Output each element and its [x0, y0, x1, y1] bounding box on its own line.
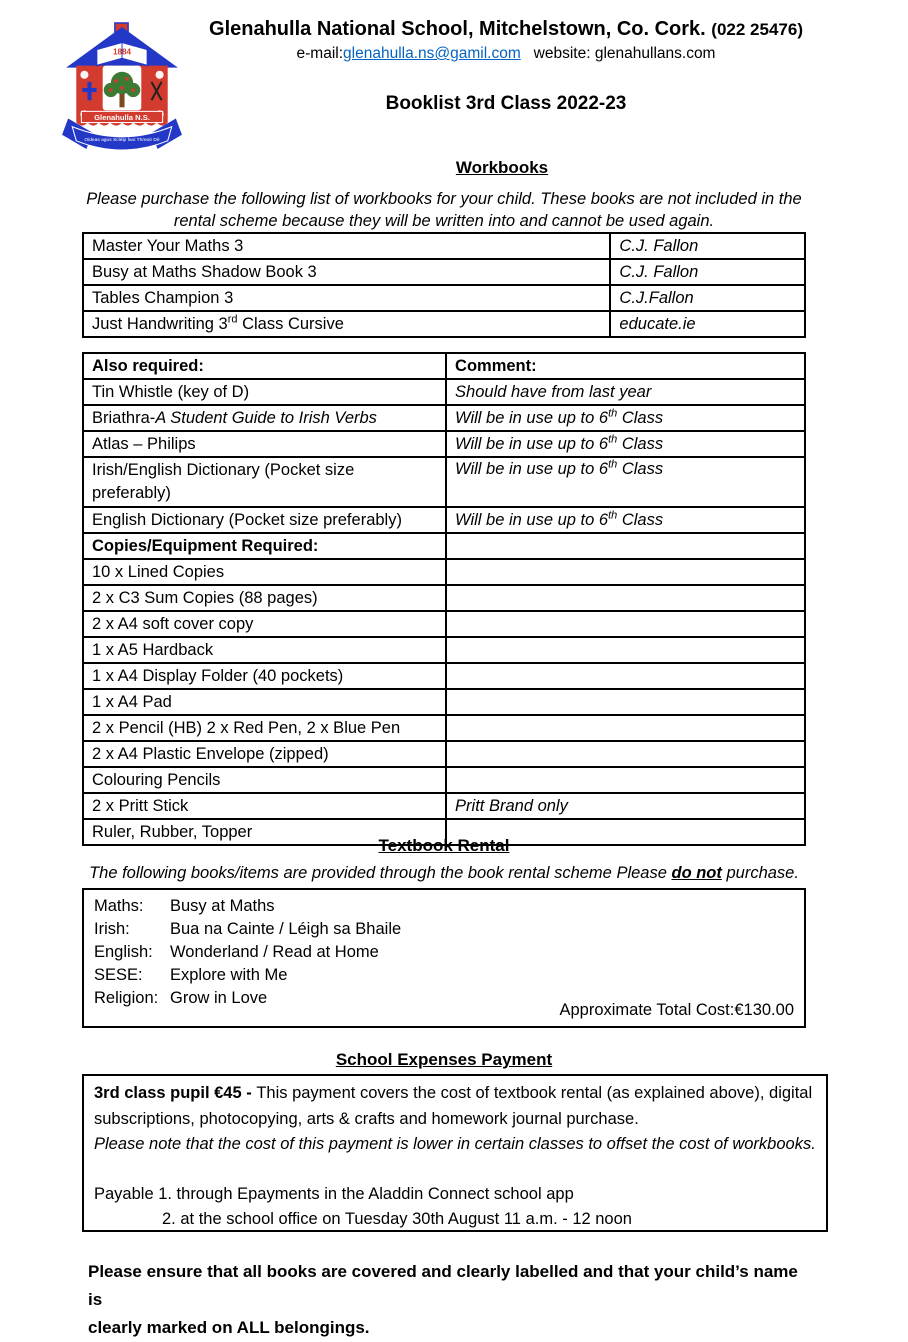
- item-cell: Tin Whistle (key of D): [83, 379, 446, 405]
- also-required-header: Also required:: [83, 353, 446, 379]
- item-cell: 1 x A4 Pad: [83, 689, 446, 715]
- rental-subject: Irish:: [94, 920, 130, 938]
- comment-cell: [446, 559, 805, 585]
- email-link[interactable]: glenahulla.ns@gamil.com: [343, 45, 521, 62]
- item-cell: Irish/English Dictionary (Pocket size preferably): [83, 457, 446, 507]
- publisher-cell: C.J. Fallon: [610, 259, 805, 285]
- school-name-line: [150, 16, 862, 43]
- workbooks-heading: Workbooks: [455, 158, 549, 177]
- item-cell: 2 x C3 Sum Copies (88 pages): [83, 585, 446, 611]
- comment-header: Comment:: [446, 353, 805, 379]
- contact-line: [150, 43, 862, 65]
- table-row: [83, 379, 805, 405]
- workbook-row: [83, 311, 805, 337]
- rental-item: [94, 941, 794, 964]
- table-row: [83, 767, 805, 793]
- item-cell: Briathra-A Student Guide to Irish Verbs: [83, 405, 446, 431]
- publisher-cell: C.J.Fallon: [610, 285, 805, 311]
- table-row: [83, 663, 805, 689]
- comment-cell: Will be in use up to 6th Class: [446, 457, 805, 507]
- booklist-title: Booklist 3rd Class 2022-23: [385, 93, 627, 114]
- table-row: [83, 793, 805, 819]
- table-row: [83, 431, 805, 457]
- table-row: [83, 715, 805, 741]
- rental-heading: Textbook Rental: [378, 836, 510, 855]
- workbooks-intro: [82, 188, 806, 232]
- comment-cell: [446, 663, 805, 689]
- comment-cell: [446, 585, 805, 611]
- workbooks-table: [82, 232, 806, 338]
- table-row: [83, 533, 805, 559]
- publisher-cell: educate.ie: [610, 311, 805, 337]
- table-header-row: [83, 353, 805, 379]
- expenses-box: [82, 1074, 828, 1232]
- school-phone: (022 25476): [711, 20, 803, 39]
- item-cell: English Dictionary (Pocket size preferably): [83, 507, 446, 533]
- item-cell: Colouring Pencils: [83, 767, 446, 793]
- rental-subject: Religion:: [94, 989, 159, 1007]
- workbook-row: [83, 259, 805, 285]
- expenses-heading: School Expenses Payment: [335, 1050, 553, 1069]
- expenses-lead: 3rd class pupil €45 -: [94, 1084, 257, 1102]
- comment-cell: [446, 715, 805, 741]
- rental-subject: English:: [94, 943, 153, 961]
- rental-subject: SESE:: [94, 966, 143, 984]
- item-cell: 2 x Pritt Stick: [83, 793, 446, 819]
- table-row: [83, 637, 805, 663]
- rental-intro: The following books/items are provided through the book rental scheme Please do not purchase.: [89, 864, 799, 882]
- rental-item: [94, 895, 794, 918]
- expenses-note: Please note that the cost of this payment is lower in certain classes to offset the cost of workbooks.: [94, 1135, 816, 1153]
- workbook-row: [83, 285, 805, 311]
- comment-cell: Pritt Brand only: [446, 793, 805, 819]
- comment-cell: [446, 689, 805, 715]
- music-note-icon: ♬: [116, 124, 128, 136]
- table-row: [83, 405, 805, 431]
- footer-note: [88, 1258, 812, 1342]
- comment-cell: Should have from last year: [446, 379, 805, 405]
- rental-book: Busy at Maths: [170, 897, 275, 915]
- item-cell: Atlas – Philips: [83, 431, 446, 457]
- rental-item: [94, 918, 794, 941]
- rental-book: Grow in Love: [170, 989, 268, 1007]
- comment-cell: [446, 741, 805, 767]
- document-header: [150, 16, 862, 115]
- crest-year: 1884: [112, 47, 132, 57]
- item-cell: Ruler, Rubber, Topper: [83, 819, 446, 845]
- also-required-table: [82, 352, 806, 846]
- book-title-cell: Master Your Maths 3: [83, 233, 610, 259]
- rental-book: Wonderland / Read at Home: [170, 943, 379, 961]
- table-row: [83, 689, 805, 715]
- workbooks-intro-line2: rental scheme because they will be written into and cannot be used again.: [173, 212, 715, 230]
- do-not-emphasis: do not: [671, 864, 722, 882]
- comment-cell: [446, 611, 805, 637]
- rental-item: [94, 964, 794, 987]
- crest-tree-trunk: [119, 92, 124, 107]
- comment-cell: Will be in use up to 6th Class: [446, 507, 805, 533]
- rental-subject: Maths:: [94, 897, 144, 915]
- rental-total-cost: Approximate Total Cost:€130.00: [559, 1001, 794, 1019]
- item-cell: 2 x A4 soft cover copy: [83, 611, 446, 637]
- payable-line-2: 2. at the school office on Tuesday 30th August 11 a.m. - 12 noon: [162, 1210, 632, 1228]
- book-title-cell: Just Handwriting 3rd Class Cursive: [83, 311, 610, 337]
- school-name: Glenahulla National School, Mitchelstown, Co. Cork.: [209, 18, 706, 40]
- workbook-row: [83, 233, 805, 259]
- book-title-cell: Busy at Maths Shadow Book 3: [83, 259, 610, 285]
- book-title-cell: Tables Champion 3: [83, 285, 610, 311]
- table-row: [83, 507, 805, 533]
- comment-cell: [446, 637, 805, 663]
- rental-book: Bua na Cainte / Léigh sa Bhaile: [170, 920, 402, 938]
- comment-cell: [446, 533, 805, 559]
- crest-school-name: Glenahulla N.S.: [94, 113, 150, 122]
- rental-book: Explore with Me: [170, 966, 288, 984]
- item-cell: 1 x A4 Display Folder (40 pockets): [83, 663, 446, 689]
- item-cell: 10 x Lined Copies: [83, 559, 446, 585]
- comment-cell: Will be in use up to 6th Class: [446, 431, 805, 457]
- email-label: e-mail:: [296, 45, 344, 62]
- payable-line-1: Payable 1. through Epayments in the Aladdin Connect school app: [94, 1184, 574, 1203]
- comment-cell: Will be in use up to 6th Class: [446, 405, 805, 431]
- table-row: [83, 559, 805, 585]
- spacer: [94, 1158, 816, 1182]
- comment-cell: [446, 767, 805, 793]
- table-row: [83, 585, 805, 611]
- website-text: website: glenahullans.com: [533, 45, 716, 62]
- item-cell: 2 x Pencil (HB) 2 x Red Pen, 2 x Blue Pen: [83, 715, 446, 741]
- crest-motto: Oideas agus Scléip faoi Threoir Dé: [84, 137, 160, 143]
- rental-box: [82, 888, 806, 1028]
- item-cell: 1 x A5 Hardback: [83, 637, 446, 663]
- table-row: [83, 457, 805, 507]
- expenses-body: 3rd class pupil €45 - This payment covers the cost of textbook rental (as explained above), digital subscriptions, photocopying, arts & crafts and homework journal purchase.: [94, 1084, 813, 1128]
- item-cell: Copies/Equipment Required:: [83, 533, 446, 559]
- table-row: [83, 741, 805, 767]
- footer-line-2: clearly marked on ALL belongings.: [88, 1318, 370, 1337]
- publisher-cell: C.J. Fallon: [610, 233, 805, 259]
- footer-line-1: Please ensure that all books are covered and clearly labelled and that your child’s name is: [88, 1262, 798, 1309]
- item-cell: 2 x A4 Plastic Envelope (zipped): [83, 741, 446, 767]
- table-row: [83, 611, 805, 637]
- workbooks-intro-line1: Please purchase the following list of workbooks for your child. These books are not included in the: [86, 190, 802, 208]
